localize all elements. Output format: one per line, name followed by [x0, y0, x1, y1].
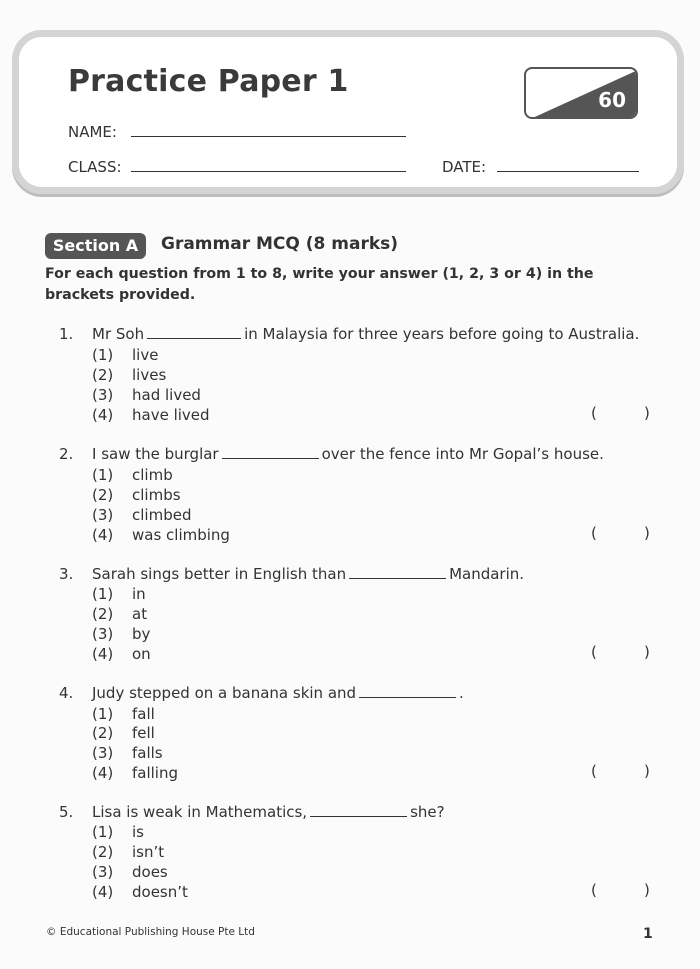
answer-bracket-close[interactable]: ) — [644, 404, 650, 422]
option-number: (3) — [92, 863, 114, 881]
answer-bracket-open[interactable]: ( — [591, 524, 597, 542]
option-number: (1) — [92, 585, 114, 603]
question-number: 1. — [59, 325, 74, 343]
option-text: at — [132, 605, 148, 623]
answer-bracket-close[interactable]: ) — [644, 643, 650, 661]
option-number: (4) — [92, 883, 114, 901]
question-number: 3. — [59, 565, 74, 583]
score-box[interactable] — [524, 67, 638, 119]
option-text: in — [132, 585, 146, 603]
option-number: (3) — [92, 506, 114, 524]
option-text: by — [132, 625, 151, 643]
option-number: (4) — [92, 406, 114, 424]
answer-blank — [310, 805, 407, 817]
answer-blank — [359, 686, 456, 698]
option-number: (2) — [92, 486, 114, 504]
option-number: (2) — [92, 724, 114, 742]
option-text: was climbing — [132, 526, 230, 544]
answer-bracket-close[interactable]: ) — [644, 524, 650, 542]
option-text: on — [132, 645, 151, 663]
header-box — [12, 30, 684, 194]
name-label: NAME: — [68, 123, 117, 141]
option-text: falling — [132, 764, 179, 782]
copyright-notice: © Educational Publishing House Pte Ltd — [46, 926, 255, 938]
answer-bracket-close[interactable]: ) — [644, 881, 650, 899]
option-number: (3) — [92, 386, 114, 404]
answer-bracket-close[interactable]: ) — [644, 762, 650, 780]
question-stem: Judy stepped on a banana skin and . — [92, 684, 464, 702]
option-number: (1) — [92, 466, 114, 484]
option-text: climbs — [132, 486, 181, 504]
question-stem: Mr Soh in Malaysia for three years before going to Australia. — [92, 325, 640, 343]
option-number: (2) — [92, 605, 114, 623]
question-stem: Sarah sings better in English than Mandarin. — [92, 565, 525, 583]
option-number: (2) — [92, 843, 114, 861]
section-title: Grammar MCQ (8 marks) — [161, 234, 399, 254]
instructions: For each question from 1 to 8, write your answer (1, 2, 3 or 4) in the brackets provided. — [45, 266, 594, 303]
answer-blank — [349, 567, 446, 579]
score-total: 60 — [598, 88, 626, 112]
answer-blank — [222, 447, 319, 459]
answer-bracket-open[interactable]: ( — [591, 762, 597, 780]
question-stem: I saw the burglar over the fence into Mr Gopal’s house. — [92, 445, 604, 463]
option-text: falls — [132, 744, 163, 762]
option-number: (4) — [92, 764, 114, 782]
option-text: lives — [132, 366, 167, 384]
option-number: (4) — [92, 526, 114, 544]
option-text: fall — [132, 705, 155, 723]
option-text: is — [132, 823, 144, 841]
option-number: (1) — [92, 823, 114, 841]
question-number: 5. — [59, 803, 74, 821]
class-field[interactable] — [131, 156, 406, 172]
answer-bracket-open[interactable]: ( — [591, 881, 597, 899]
option-text: climbed — [132, 506, 192, 524]
date-field[interactable] — [497, 156, 639, 172]
answer-blank — [147, 327, 241, 339]
option-text: had lived — [132, 386, 201, 404]
name-field[interactable] — [131, 121, 406, 137]
section-badge: Section A — [45, 233, 146, 259]
option-text: climb — [132, 466, 173, 484]
page-number: 1 — [643, 926, 653, 942]
question-stem: Lisa is weak in Mathematics, she? — [92, 803, 445, 821]
page-title: Practice Paper 1 — [68, 64, 349, 99]
option-number: (2) — [92, 366, 114, 384]
question-number: 2. — [59, 445, 74, 463]
option-text: doesn’t — [132, 883, 188, 901]
date-label: DATE: — [442, 158, 487, 176]
option-text: fell — [132, 724, 155, 742]
option-text: live — [132, 346, 159, 364]
class-label: CLASS: — [68, 158, 122, 176]
option-number: (1) — [92, 705, 114, 723]
option-number: (3) — [92, 625, 114, 643]
option-number: (1) — [92, 346, 114, 364]
option-text: have lived — [132, 406, 210, 424]
answer-bracket-open[interactable]: ( — [591, 404, 597, 422]
option-text: does — [132, 863, 168, 881]
answer-bracket-open[interactable]: ( — [591, 643, 597, 661]
option-number: (3) — [92, 744, 114, 762]
option-number: (4) — [92, 645, 114, 663]
option-text: isn’t — [132, 843, 165, 861]
question-number: 4. — [59, 684, 74, 702]
